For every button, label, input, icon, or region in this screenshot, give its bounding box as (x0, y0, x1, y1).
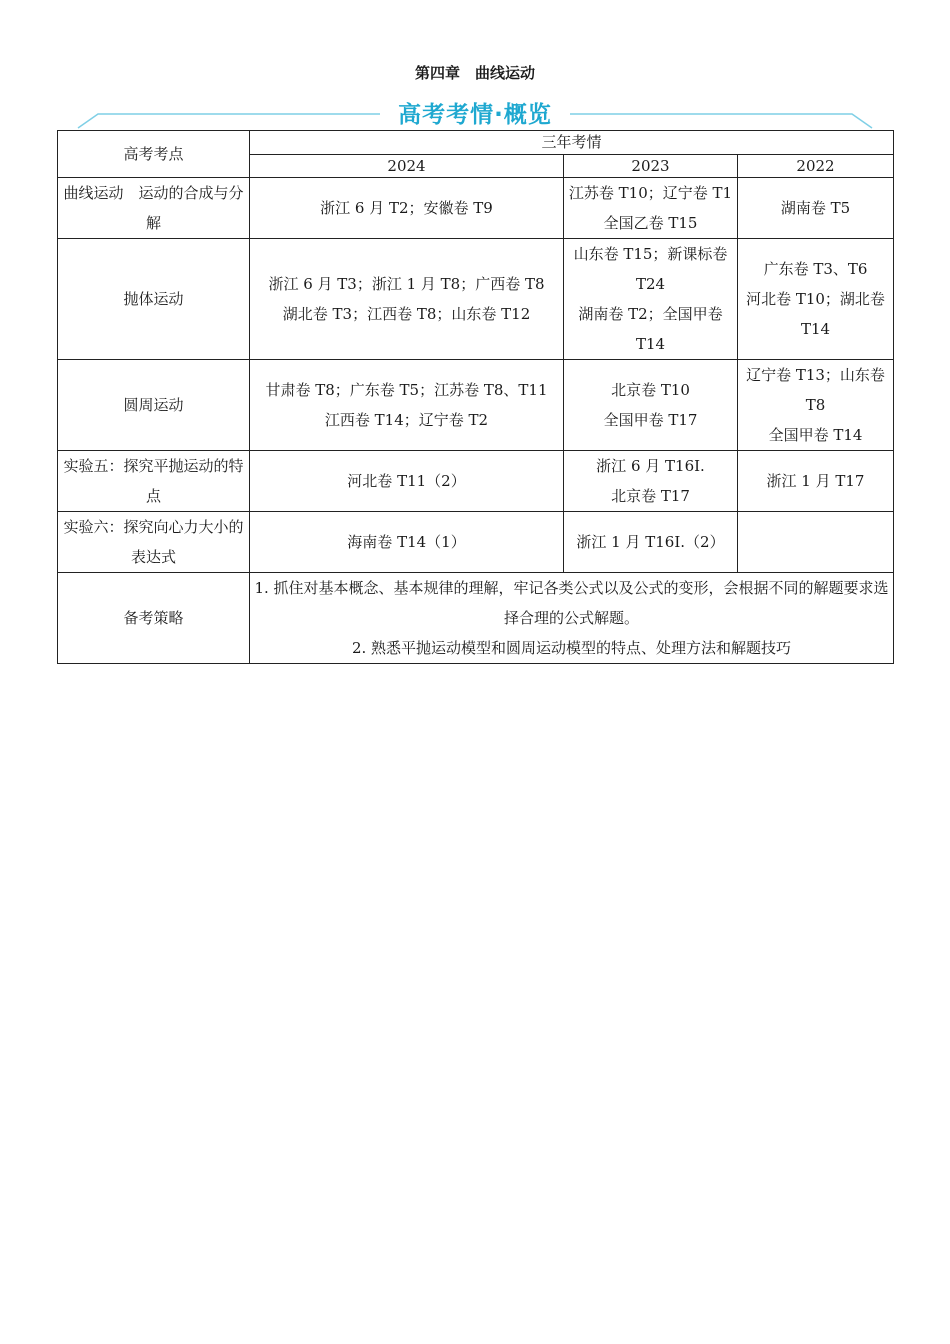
exam-item: 全国甲卷 T14 (768, 426, 863, 444)
exam-item: T14 (635, 335, 666, 353)
exam-item: T8 (805, 396, 826, 414)
exam-cell-2022 (738, 451, 894, 512)
table-row (58, 360, 894, 451)
table-row (58, 512, 894, 573)
exam-cell-2022 (738, 512, 894, 573)
topic-cell: 实验五：探究平抛运动的特点 (58, 451, 250, 512)
exam-item: 江西卷 T14；辽宁卷 T2 (324, 411, 489, 429)
exam-item: 浙江 1 月 T17 (766, 472, 865, 490)
header-topic: 高考考点 (58, 131, 250, 178)
exam-item: 河北卷 T10；湖北卷 (746, 290, 885, 308)
topic-cell: 实验六：探究向心力大小的表达式 (58, 512, 250, 573)
exam-item: 湖南卷 T5 (780, 199, 851, 217)
topic-cell: 圆周运动 (58, 360, 250, 451)
exam-item: 浙江 6 月 T16Ⅰ. (596, 457, 705, 475)
exam-item: 全国乙卷 T15 (603, 214, 698, 232)
banner-title: 高考考情·概览 (398, 102, 552, 128)
exam-item: 全国甲卷 T17 (603, 411, 698, 429)
strategy-row (58, 573, 894, 664)
strategy-line: 1. 抓住对基本概念、基本规律的理解，牢记各类公式以及公式的变形，会根据不同的解题要求选择合理的公式解题。 (254, 579, 889, 627)
exam-item: 广东卷 T3、T6 (763, 260, 868, 278)
topic-cell: 曲线运动 运动的合成与分解 (58, 178, 250, 239)
exam-item: 甘肃卷 T8；广东卷 T5；江苏卷 T8、T11 (265, 381, 548, 399)
exam-item: 河北卷 T11（2） (347, 472, 466, 490)
exam-item: 山东卷 T15；新课标卷 (573, 245, 728, 263)
exam-item: T14 (800, 320, 831, 338)
exam-cell-2023 (564, 239, 738, 360)
exam-cell-2024 (250, 512, 564, 573)
exam-item: 浙江 6 月 T3；浙江 1 月 T8；广西卷 T8 (268, 275, 545, 293)
strategy-content (250, 573, 894, 664)
exam-item: 北京卷 T10 (611, 381, 690, 399)
header-year-2022: 2022 (738, 154, 894, 178)
exam-item: 浙江 6 月 T2；安徽卷 T9 (320, 199, 493, 217)
exam-cell-2024 (250, 178, 564, 239)
exam-item: 海南卷 T14（1） (347, 533, 466, 551)
table-row (58, 239, 894, 360)
exam-cell-2022 (738, 239, 894, 360)
exam-cell-2022 (738, 360, 894, 451)
exam-cell-2023 (564, 178, 738, 239)
strategy-line: 2. 熟悉平抛运动模型和圆周运动模型的特点、处理方法和解题技巧 (351, 639, 792, 657)
chapter-title: 第四章 曲线运动 (414, 64, 535, 82)
header-row-group (58, 131, 894, 155)
topic-cell: 抛体运动 (58, 239, 250, 360)
exam-item: 湖北卷 T3；江西卷 T8；山东卷 T12 (282, 305, 531, 323)
exam-cell-2024 (250, 360, 564, 451)
exam-cell-2024 (250, 239, 564, 360)
section-banner (70, 94, 880, 130)
exam-item: 北京卷 T17 (611, 487, 690, 505)
exam-cell-2023 (564, 360, 738, 451)
header-year-2024: 2024 (250, 154, 564, 178)
exam-cell-2024 (250, 451, 564, 512)
header-year-2023: 2023 (564, 154, 738, 178)
table-row (58, 451, 894, 512)
exam-item: 江苏卷 T10；辽宁卷 T1 (568, 184, 733, 202)
strategy-label: 备考策略 (58, 573, 250, 664)
table-row (58, 178, 894, 239)
exam-item: 浙江 1 月 T16Ⅰ.（2） (576, 533, 725, 551)
exam-overview-table (57, 130, 894, 664)
exam-cell-2022 (738, 178, 894, 239)
exam-item: 辽宁卷 T13；山东卷 (746, 366, 885, 384)
exam-cell-2023 (564, 512, 738, 573)
exam-item: T24 (635, 275, 666, 293)
exam-cell-2023 (564, 451, 738, 512)
header-three-years: 三年考情 (250, 131, 894, 155)
exam-item: 湖南卷 T2；全国甲卷 (578, 305, 723, 323)
